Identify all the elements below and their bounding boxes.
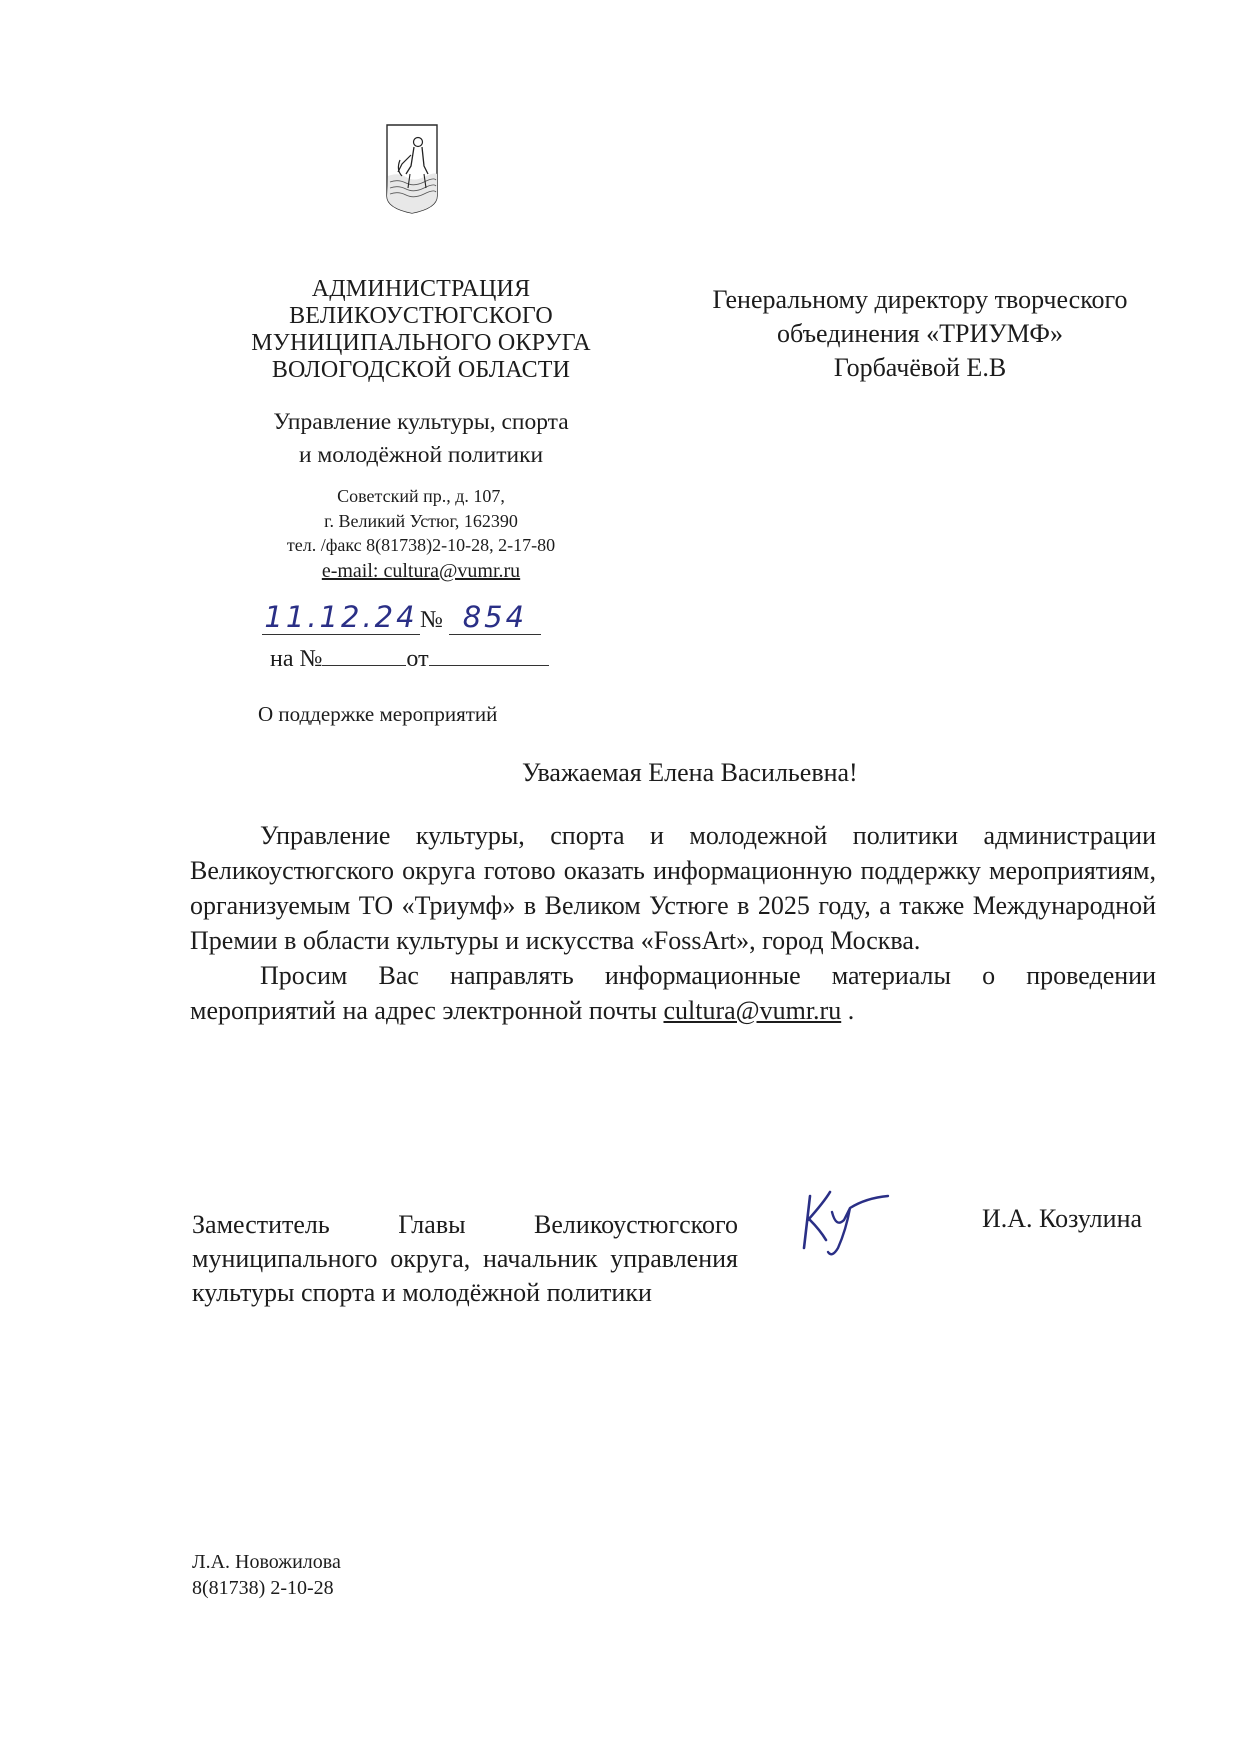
coat-of-arms-icon [384, 122, 440, 216]
signatory-name: И.А. Козулина [982, 1204, 1143, 1233]
org-name-line: МУНИЦИПАЛЬНОГО ОКРУГА [251, 330, 591, 356]
number-sign: № [420, 607, 443, 633]
address-line: г. Великий Устюг, 162390 [324, 510, 518, 531]
department-block [226, 406, 616, 472]
reference-number-label: на № [270, 646, 323, 672]
letter-subject: О поддержке мероприятий [258, 702, 498, 726]
reference-date-blank [429, 645, 549, 666]
address-line: тел. /факс 8(81738)2-10-28, 2-17-80 [286, 535, 556, 555]
reference-date-label: от [406, 646, 429, 672]
signatory-title: Заместитель Главы Великоустюгского муниципального округа, начальник управления культуры спорта и молодёжной политики [192, 1210, 738, 1307]
executor-block [192, 1549, 341, 1601]
handwritten-signature [796, 1182, 896, 1262]
registration-date-field [262, 600, 420, 635]
addressee-line: Генеральному директору творческого [712, 285, 1128, 314]
sender-email: e-mail: cultura@vumr.ru [321, 559, 521, 582]
addressee-line: Горбачёвой Е.В [833, 353, 1007, 382]
address-line: Советский пр., д. 107, [337, 486, 505, 506]
addressee-block [680, 283, 1160, 385]
addressee-line: объединения «ТРИУМФ» [777, 319, 1063, 348]
letter-body [190, 818, 1156, 1028]
body-paragraph-end: . [841, 996, 855, 1025]
registration-number-value: 854 [462, 600, 528, 634]
org-name-line: АДМИНИСТРАЦИЯ [311, 276, 531, 302]
registration-number-field [449, 600, 541, 635]
registration-date: 11.12.24 [264, 600, 418, 634]
body-paragraph: Управление культуры, спорта и молодежной политики администрации Великоустюгского округа готово оказать информационную поддержку мероприятиям, организуемым ТО «Триумф» в Великом Устюге в 2025 году, а также Международной Премии в области культуры и искусства «FossArt», город Москва. [190, 821, 1156, 955]
department-line: Управление культуры, спорта [273, 409, 569, 435]
org-name-line: ВОЛОГОДСКОЙ ОБЛАСТИ [271, 357, 571, 383]
reference-number-blank [322, 645, 406, 666]
body-paragraph [190, 958, 1156, 1028]
registration-number [262, 600, 592, 640]
body-email-link[interactable]: cultura@vumr.ru [663, 996, 842, 1025]
sender-block [226, 276, 616, 584]
executor-phone: 8(81738) 2-10-28 [192, 1577, 334, 1599]
salutation: Уважаемая Елена Васильевна! [522, 758, 858, 787]
address-block [226, 484, 616, 584]
reference-line [270, 645, 590, 673]
org-name-line: ВЕЛИКОУСТЮГСКОГО [289, 303, 553, 329]
body-paragraph-text: Просим Вас направлять информационные материалы о проведении мероприятий на адрес электронной почты [190, 961, 1156, 1025]
department-line: и молодёжной политики [298, 442, 544, 468]
executor-name: Л.А. Новожилова [192, 1551, 341, 1573]
